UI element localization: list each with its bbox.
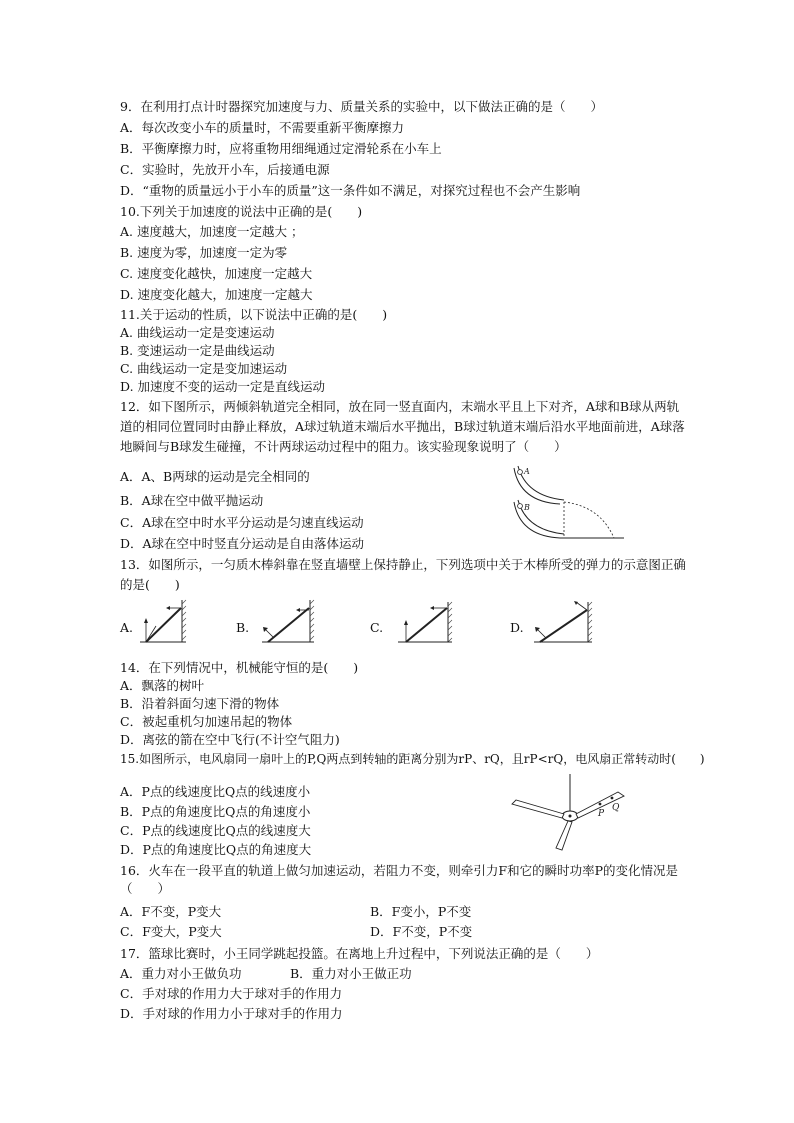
q17-option-b: B．重力对小王做正功: [290, 966, 412, 981]
q11-option-a: A. 曲线运动一定是变速运动: [120, 325, 275, 340]
q15-option-a: A．P点的线速度比Q点的线速度小: [120, 784, 311, 799]
q9-stem: 9．在利用打点计时器探究加速度与力、质量关系的实验中，以下做法正确的是（ ）: [120, 99, 603, 114]
q13-option-a-label: A.: [120, 620, 134, 635]
q15-option-b: B．P点的角速度比Q点的角速度小: [120, 804, 311, 819]
q11-option-b: B. 变速运动一定是曲线运动: [120, 343, 275, 358]
q16-stem-line1: 16．火车在一段平直的轨道上做匀加速运动，若阻力不变，则牵引力F和它的瞬时功率P的变化情况是: [120, 863, 678, 878]
q13-option-b-label: B.: [236, 620, 250, 635]
q13-stem-line1: 13．如图所示，一匀质木棒斜靠在竖直墙壁上保持静止，下列选项中关于木棒所受的弹力的示意图正确: [120, 557, 686, 572]
q9-option-b: B．平衡摩擦力时，应将重物用细绳通过定滑轮系在小车上: [120, 141, 442, 156]
q9-option-c: C．实验时，先放开小车，后接通电源: [120, 162, 330, 177]
q12-option-c: C．A球在空中时水平分运动是匀速直线运动: [120, 515, 364, 530]
q9-option-a: A．每次改变小车的质量时，不需要重新平衡摩擦力: [120, 120, 405, 135]
q15-fig-label-p: P: [598, 809, 605, 819]
q12-option-b: B．A球在空中做平抛运动: [120, 493, 264, 508]
q16-option-a: A．F不变，P变大: [120, 904, 222, 919]
q11-option-d: D. 加速度不变的运动一定是直线运动: [120, 379, 326, 394]
q16-stem-line2: （ ）: [120, 881, 171, 896]
q14-option-a: A．飘落的树叶: [120, 678, 205, 693]
q12-fig-label-a: A: [524, 467, 530, 476]
q14-option-d: D．离弦的箭在空中飞行(不计空气阻力): [120, 732, 340, 747]
q16-option-d: D．F不变，P不变: [370, 924, 473, 939]
q12-stem-line1: 12．如下图所示，两倾斜轨道完全相同，放在同一竖直面内，末端水平且上下对齐，A球和B球从两轨: [120, 399, 680, 414]
q14-option-b: B．沿着斜面匀速下滑的物体: [120, 696, 280, 711]
q16-option-c: C．F变大，P变大: [120, 924, 222, 939]
q13-diagram-d: [532, 600, 596, 648]
q10-option-d: D. 速度变化越大，加速度一定越大: [120, 287, 313, 302]
q9-option-d: D．“重物的质量远小于小车的质量”这一条件如不满足，对探究过程也不会产生影响: [120, 183, 581, 198]
q15-option-d: D．P点的角速度比Q点的角速度大: [120, 842, 312, 857]
q12-track-figure: [508, 462, 628, 544]
q15-option-c: C．P点的线速度比Q点的线速度大: [120, 823, 311, 838]
q12-stem-line2: 道的相同位置同时由静止释放，A球过轨道末端后水平抛出，B球过轨道末端后沿水平地面前进，A球落: [120, 419, 685, 434]
q17-option-a: A．重力对小王做负功: [120, 966, 242, 981]
q13-option-c-label: C.: [370, 620, 384, 635]
q17-stem: 17．篮球比赛时，小王同学跳起投篮。在离地上升过程中，下列说法正确的是（ ）: [120, 946, 599, 961]
q17-option-d: D．手对球的作用力小于球对手的作用力: [120, 1006, 343, 1021]
q12-fig-label-b: B: [524, 503, 530, 512]
q10-option-b: B. 速度为零，加速度一定为零: [120, 245, 288, 260]
q15-fig-label-q: Q: [612, 803, 620, 813]
q14-option-c: C．被起重机匀加速吊起的物体: [120, 714, 293, 729]
q13-diagram-b: [260, 598, 318, 648]
q13-stem-line2: 的是( ): [120, 577, 180, 592]
q16-option-b: B．F变小，P不变: [370, 904, 472, 919]
q10-option-c: C. 速度变化越快，加速度一定越大: [120, 266, 313, 281]
q11-option-c: C. 曲线运动一定是变加速运动: [120, 361, 288, 376]
q12-stem-line3: 地瞬间与B球发生碰撞，不计两球运动过程中的阻力。该实验现象说明了（ ）: [120, 439, 567, 454]
q13-option-d-label: D.: [510, 620, 524, 635]
q14-stem: 14．在下列情况中，机械能守恒的是( ): [120, 660, 359, 675]
q13-diagram-a: [138, 598, 190, 648]
q15-stem: 15.如图所示，电风扇同一扇叶上的P,Q两点到转轴的距离分别为rP、rQ，且rP<rQ，电风扇正常转动时( ): [120, 752, 705, 766]
q10-option-a: A. 速度越大，加速度一定越大 ；: [120, 224, 304, 239]
q15-fan-figure: [508, 772, 634, 852]
q10-stem: 10.下列关于加速度的说法中正确的是( ): [120, 204, 363, 219]
q11-stem: 11.关于运动的性质，以下说法中正确的是( ): [120, 307, 388, 322]
q13-diagram-c: [396, 600, 456, 648]
q12-option-a: A．A、B两球的运动是完全相同的: [120, 469, 310, 484]
q12-option-d: D．A球在空中时竖直分运动是自由落体运动: [120, 536, 365, 551]
q17-option-c: C．手对球的作用力大于球对手的作用力: [120, 986, 343, 1001]
